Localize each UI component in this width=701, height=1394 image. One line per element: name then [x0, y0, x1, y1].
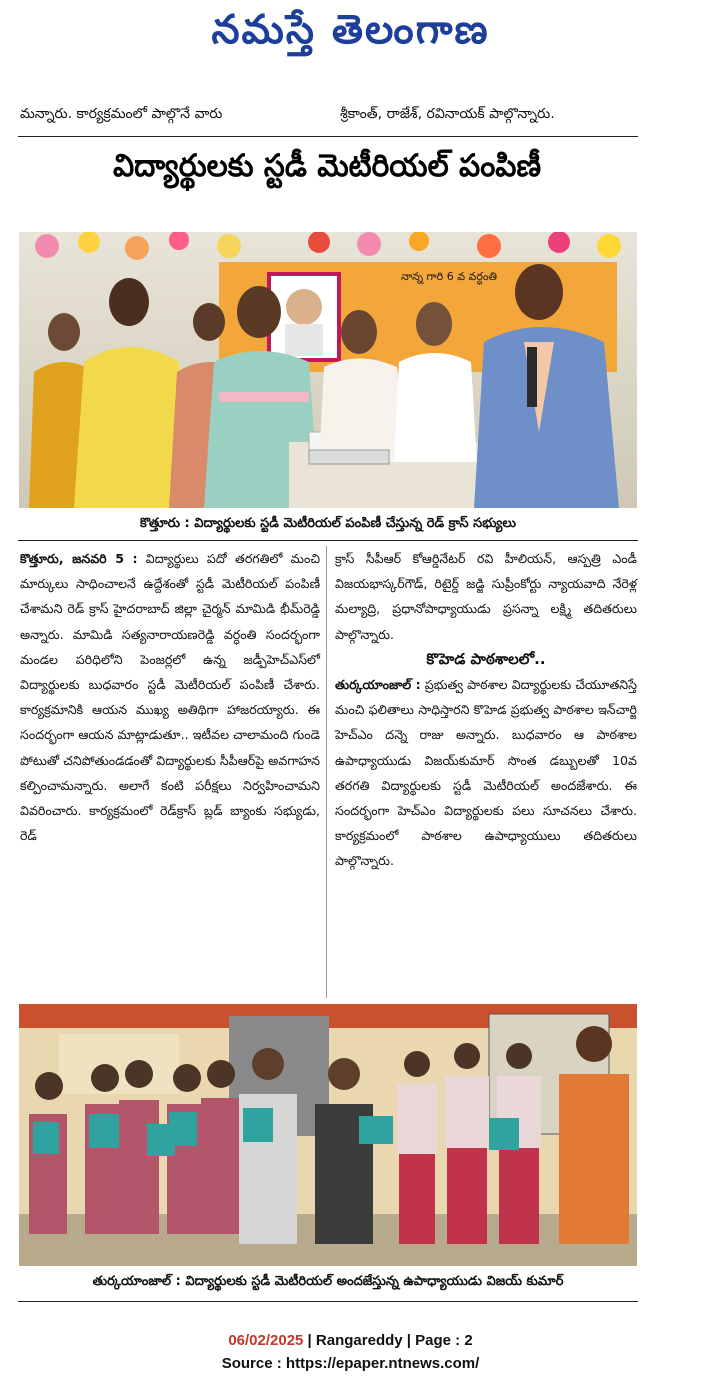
source-line: Source : https://epaper.ntnews.com/ [221, 1355, 480, 1372]
top-line-left: మన్నారు. కార్యక్రమంలో పాల్గొనే వారు [20, 106, 223, 122]
edition-date: 06/02/2025 [228, 1332, 304, 1349]
caption-1-divider [18, 540, 638, 541]
edition-meta: | Rangareddy | Page : 2 [303, 1332, 473, 1349]
caption-2-divider [18, 1301, 638, 1302]
right-body-text-1: క్రాస్ సీపీఆర్ కోఆర్డినేటర్ రవి హీలియన్, ఆస్పత్రి ఎండీ విజయభాస్కర్‌గౌడ్, రిటైర్డ్ జడ్జి సుప్రీంకోర్టు న్యాయవాది నేరెళ్ల మల్యాద్రి, ప్రధానోపాధ్యాయుడు ప్రసన్నా లక్ష్మి తదితరులు పాల్గొన్నారు. [335, 551, 637, 642]
photo-1-caption: కొత్తూరు : విద్యార్థులకు స్టడీ మెటీరియల్ పంపిణీ చేస్తున్న రెడ్ క్రాస్ సభ్యులు [139, 516, 517, 531]
dateline-turkayamjal: తుర్కయాంజాల్ : [335, 677, 421, 693]
top-divider [18, 136, 638, 137]
photo-2-caption: తుర్కయాంజాల్ : విద్యార్థులకు స్టడీ మెటీరియల్ అందజేస్తున్న ఉపాధ్యాయుడు విజయ్ కుమార్ [92, 1274, 564, 1289]
dateline-kothur: కొత్తూరు, జనవరి 5 : [20, 551, 138, 566]
subhead-koheda: కొహెడ పాఠశాలలో.. [426, 649, 546, 668]
masthead-title: నమస్తే తెలంగాణ [211, 6, 490, 53]
article-photo-1 [19, 232, 637, 508]
article-column-left [20, 546, 320, 848]
article-headline: విద్యార్థులకు స్టడీ మెటీరియల్ పంపిణీ [112, 148, 542, 184]
footer-line-1 [0, 1332, 701, 1349]
banner-text: నాన్న గారి 6 వ వర్ధంతి [400, 270, 498, 283]
article-photo-2 [19, 1004, 637, 1266]
left-body-text: విద్యార్థులు పదో తరగతిలో మంచి మార్కులు సాధించాలనే ఉద్దేశంతో స్టడీ మెటీరియల్ పంపిణీ చేశామని రెడ్ క్రాస్ హైదరాబాద్ జిల్లా చైర్మన్ మామిడి భీమ్‌రెడ్డి అన్నారు. మామిడి సత్యనారాయణరెడ్డి వర్ధంతి సందర్భంగా మండల పరిధిలోని పెంజర్లలో ఉన్న జడ్పీహెచ్‌ఎస్‌లో విద్యార్థులకు బుధవారం స్టడీ మెటీరియల్ పంపిణీ చేశారు. కార్యక్రమానికి ఆయన ముఖ్య అతిథిగా హాజరయ్యారు. ఈ సందర్భంగా ఆయన మాట్లాడుతూ.. ఇటీవల చాలామంది గుండె పోటుతో చనిపోతుండడంతో విద్యార్థులకు సీపీఆర్‌పై అవగాహన కల్పించామన్నారు. అలాగే కంటి పరీక్షలు నిర్వహించామని వివరించారు. కార్యక్రమంలో రెడ్‌క్రాస్ బ్లడ్ బ్యాంకు సభ్యుడు, రెడ్ [20, 551, 320, 844]
column-divider [326, 546, 327, 998]
right-body-text-2: ప్రభుత్వ పాఠశాల విద్యార్థులకు చేయూతనిస్తే మంచి ఫలితాలు సాధిస్తారని కొహెడ ప్రభుత్వ పాఠశాల ఇన్‌చార్జి హెచ్‌ఎం దన్నె రాజు అన్నారు. బుధవారం ఆ పాఠశాల ఉపాధ్యాయుడు విజయ్‌కుమార్ సొంత డబ్బులతో 10వ తరగతి విద్యార్థులకు స్టడీ మెటీరియల్ అందజేశారు. ఈ సందర్భంగా హెచ్‌ఎం విద్యార్థులకు పలు సూచనలు చేశారు. కార్యక్రమంలో పాఠశాల ఉపాధ్యాయులు తదితరులు పాల్గొన్నారు. [335, 677, 637, 869]
article-column-right [335, 546, 637, 874]
top-line-right: శ్రీకాంత్, రాజేశ్, రవినాయక్ పాల్గొన్నారు. [340, 106, 555, 122]
